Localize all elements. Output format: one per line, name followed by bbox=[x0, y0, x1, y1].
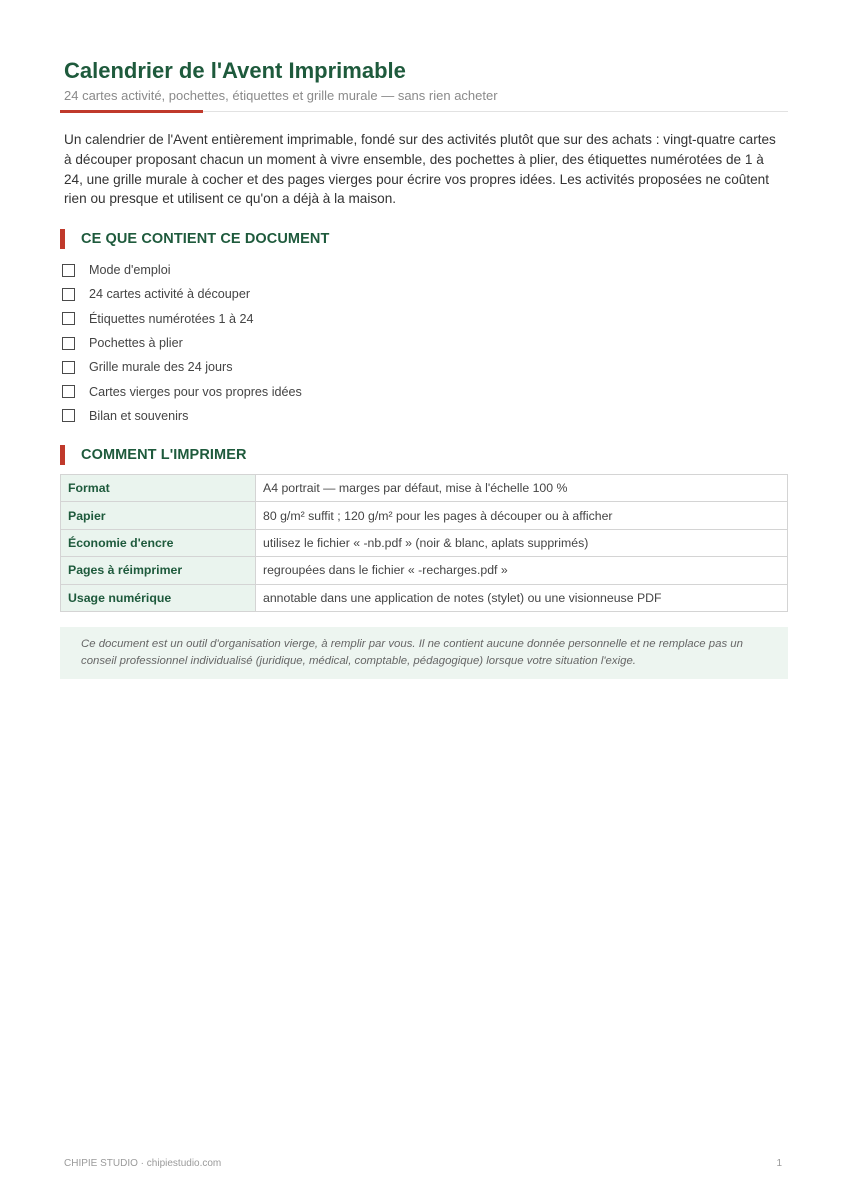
checkbox-grille-murale[interactable] bbox=[62, 361, 75, 374]
checklist-label: Mode d'emploi bbox=[89, 263, 171, 278]
section-title-contents: CE QUE CONTIENT CE DOCUMENT bbox=[81, 231, 330, 247]
section-header-print bbox=[60, 445, 247, 465]
table-row-value: A4 portrait — marges par défaut, mise à l'échelle 100 % bbox=[256, 475, 788, 502]
table-row-value: 80 g/m² suffit ; 120 g/m² pour les pages à découper ou à afficher bbox=[256, 502, 788, 529]
table-row-value: utilisez le fichier « -nb.pdf » (noir & blanc, aplats supprimés) bbox=[256, 529, 788, 556]
table-row-label: Pages à réimprimer bbox=[61, 557, 256, 584]
table-row bbox=[61, 529, 788, 556]
table-row bbox=[61, 584, 788, 611]
document-title: Calendrier de l'Avent Imprimable bbox=[64, 58, 406, 83]
intro-paragraph: Un calendrier de l'Avent entièrement imprimable, fondé sur des activités plutôt que sur des achats : vingt-quatre cartes à découper proposant chacun un moment à vivre ensemble, des pochettes à plier, des étiquettes numérotées de 1 à 24, une grille murale à cocher et des pages vierges pour écrire vos propres idées. Les activités proposées ne coûtent rien ou presque et utilisent ce qu'on a déjà à la maison. bbox=[64, 132, 776, 207]
page-number: 1 bbox=[776, 1158, 782, 1169]
checklist-label: Étiquettes numérotées 1 à 24 bbox=[89, 311, 254, 326]
table-row-value: regroupées dans le fichier « -recharges.pdf » bbox=[256, 557, 788, 584]
table-row-label: Économie d'encre bbox=[61, 529, 256, 556]
checkbox-cartes-activite[interactable] bbox=[62, 288, 75, 301]
print-settings-table bbox=[60, 474, 788, 612]
checklist-item bbox=[62, 258, 462, 282]
checklist-label: Grille murale des 24 jours bbox=[89, 360, 233, 375]
table-row bbox=[61, 502, 788, 529]
checkbox-bilan[interactable] bbox=[62, 409, 75, 422]
table-row bbox=[61, 475, 788, 502]
checklist-label: Pochettes à plier bbox=[89, 336, 183, 351]
section-header-contents bbox=[60, 229, 329, 249]
checkbox-etiquettes[interactable] bbox=[62, 312, 75, 325]
document-page bbox=[60, 0, 788, 1200]
section-accent-bar bbox=[60, 445, 65, 465]
checklist-item bbox=[62, 355, 462, 379]
checkbox-pochettes[interactable] bbox=[62, 337, 75, 350]
checkbox-cartes-vierges[interactable] bbox=[62, 385, 75, 398]
checklist-label: Cartes vierges pour vos propres idées bbox=[89, 384, 302, 399]
checklist-item bbox=[62, 307, 462, 331]
title-accent-rule bbox=[60, 110, 203, 113]
contents-checklist bbox=[62, 258, 462, 428]
footer-brand: CHIPIE STUDIO · chipiestudio.com bbox=[64, 1158, 222, 1169]
table-row-label: Usage numérique bbox=[61, 584, 256, 611]
document-subtitle: 24 cartes activité, pochettes, étiquettes et grille murale — sans rien acheter bbox=[64, 88, 498, 103]
table-row bbox=[61, 557, 788, 584]
section-accent-bar bbox=[60, 229, 65, 249]
checklist-item bbox=[62, 404, 462, 428]
table-row-label: Format bbox=[61, 475, 256, 502]
disclaimer-notice: Ce document est un outil d'organisation vierge, à remplir par vous. Il ne contient aucune donnée personnelle et ne remplace pas un conseil professionnel individualisé (juridique, médical, comptable, pédagogique) lorsque votre situation l'exige. bbox=[60, 627, 788, 679]
checkbox-mode-emploi[interactable] bbox=[62, 264, 75, 277]
section-title-print: COMMENT L'IMPRIMER bbox=[81, 447, 247, 463]
table-row-value: annotable dans une application de notes (stylet) ou une visionneuse PDF bbox=[256, 584, 788, 611]
checklist-label: 24 cartes activité à découper bbox=[89, 287, 251, 302]
table-row-label: Papier bbox=[61, 502, 256, 529]
checklist-item bbox=[62, 331, 462, 355]
checklist-item bbox=[62, 379, 462, 403]
checklist-label: Bilan et souvenirs bbox=[89, 408, 189, 423]
checklist-item bbox=[62, 282, 462, 306]
